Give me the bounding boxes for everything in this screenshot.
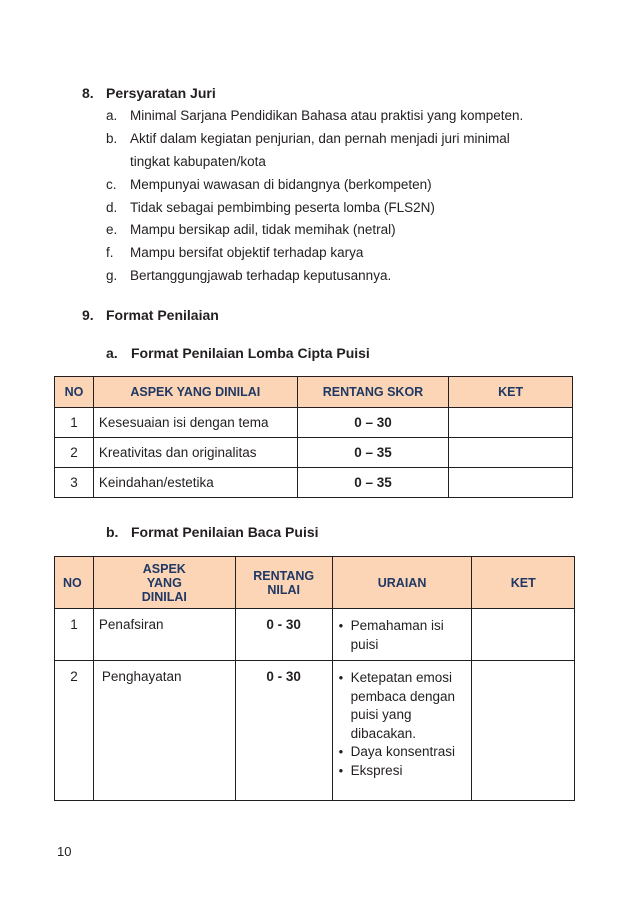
list-item: • Daya konsentrasi bbox=[337, 743, 467, 762]
header-no: NO bbox=[55, 377, 94, 408]
subsection-b-heading: b. Format Penilaian Baca Puisi bbox=[106, 524, 319, 540]
list-item: e. Mampu bersikap adil, tidak memihak (netral) bbox=[106, 222, 396, 237]
page-number: 10 bbox=[57, 844, 72, 859]
list-item: f. Mampu bersifat objektif terhadap karya bbox=[106, 245, 364, 260]
list-item: g. Bertanggungjawab terhadap keputusannya. bbox=[106, 268, 392, 283]
header-rentang-nilai: RENTANG NILAI bbox=[235, 557, 332, 609]
section-8-heading bbox=[82, 85, 216, 101]
section-8-title: Persyaratan Juri bbox=[106, 85, 216, 101]
list-item: b. Aktif dalam kegiatan penjurian, dan pernah menjadi juri minimal bbox=[106, 131, 510, 146]
list-item-continuation: tingkat kabupaten/kota bbox=[130, 154, 266, 169]
cipta-puisi-table bbox=[54, 376, 573, 498]
list-item: c. Mempunyai wawasan di bidangnya (berkompeten) bbox=[106, 177, 432, 192]
header-aspek: ASPEK YANG DINILAI bbox=[93, 377, 297, 408]
uraian-cell bbox=[332, 661, 472, 801]
header-no: NO bbox=[55, 557, 94, 609]
subsection-a-heading: a. Format Penilaian Lomba Cipta Puisi bbox=[106, 345, 370, 361]
table-row: 2 Kreativitas dan originalitas 0 – 35 bbox=[55, 438, 573, 468]
list-item: • Ketepatan emosi pembaca dengan puisi yang dibacakan. bbox=[337, 669, 467, 743]
baca-puisi-table bbox=[54, 556, 575, 801]
section-9-heading bbox=[82, 307, 219, 323]
list-item: a. Minimal Sarjana Pendidikan Bahasa atau praktisi yang kompeten. bbox=[106, 108, 524, 123]
table-row: 2 Penghayatan 0 - 30 • Ketepatan emosi pembaca dengan puisi yang dibacakan. • Daya konsentrasi • Ekspresi bbox=[55, 661, 575, 801]
table-row: 1 Kesesuaian isi dengan tema 0 – 30 bbox=[55, 408, 573, 438]
section-9-number: 9. bbox=[82, 307, 94, 323]
list-item: • Ekspresi bbox=[337, 762, 467, 781]
uraian-cell bbox=[332, 609, 472, 661]
list-item: • Pemahaman isi puisi bbox=[337, 617, 467, 654]
table-header-row bbox=[55, 557, 575, 609]
header-aspek: ASPEK YANG DINILAI bbox=[93, 557, 235, 609]
list-item: d. Tidak sebagai pembimbing peserta lomba (FLS2N) bbox=[106, 200, 435, 215]
table-header-row bbox=[55, 377, 573, 408]
header-uraian: URAIAN bbox=[332, 557, 472, 609]
header-ket: KET bbox=[449, 377, 573, 408]
table-row: 3 Keindahan/estetika 0 – 35 bbox=[55, 468, 573, 498]
table-row: 1 Penafsiran 0 - 30 • Pemahaman isi puisi bbox=[55, 609, 575, 661]
section-9-title: Format Penilaian bbox=[106, 307, 219, 323]
header-ket: KET bbox=[472, 557, 575, 609]
header-rentang-skor: RENTANG SKOR bbox=[297, 377, 449, 408]
section-8-number: 8. bbox=[82, 85, 94, 101]
